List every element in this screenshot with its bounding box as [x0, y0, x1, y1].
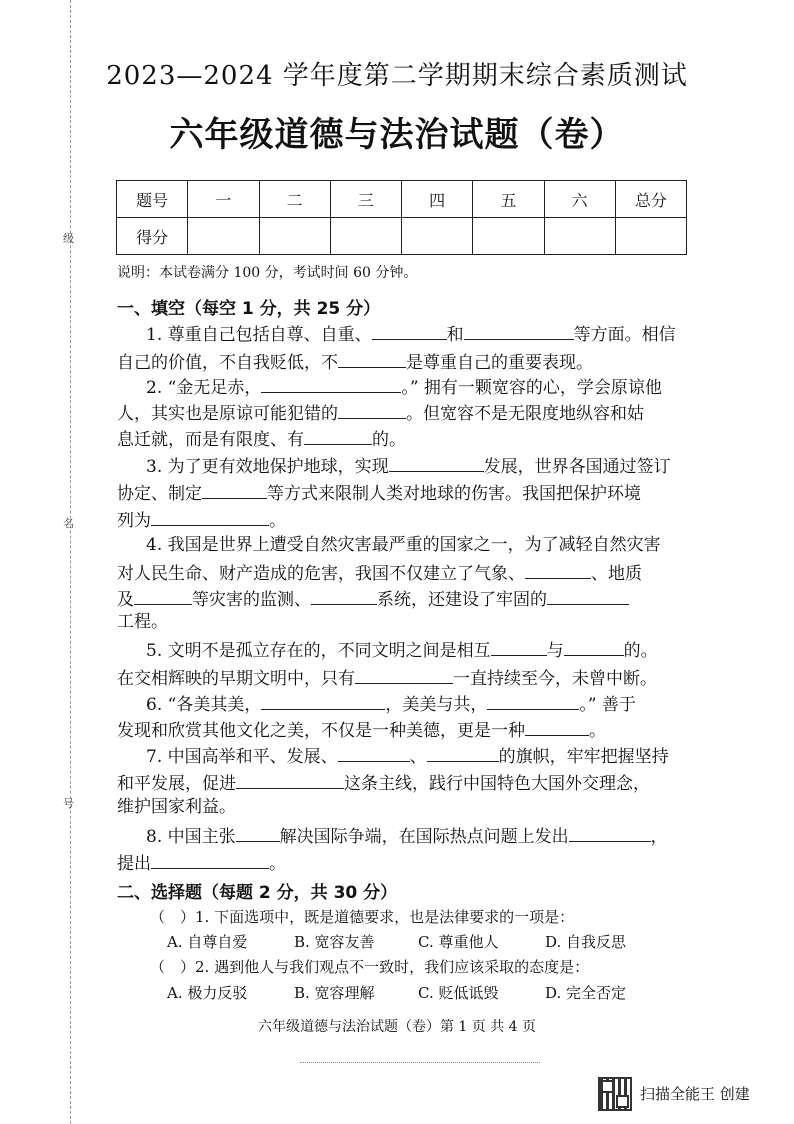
- question-text: 等方面。相信: [573, 325, 676, 345]
- question-text: 和平发展，促进: [117, 774, 236, 794]
- choice-option[interactable]: D. 完全否定: [545, 984, 627, 1002]
- question-line: [117, 350, 593, 373]
- score-blank-cell[interactable]: [473, 218, 544, 255]
- score-table: [116, 180, 687, 255]
- score-blank-cell[interactable]: [615, 218, 686, 255]
- question-text: 一直持续至今，未曾中断。: [453, 669, 657, 689]
- answer-blank[interactable]: [372, 322, 447, 340]
- scanner-watermark: 扫描全能王 创建: [640, 1085, 750, 1103]
- choice-option[interactable]: A. 自尊自爱: [167, 933, 248, 951]
- question-line: [117, 771, 650, 794]
- question-text: 的。: [372, 430, 406, 450]
- exam-title: 2023—2024 学年度第二学期期末综合素质测试: [106, 61, 688, 91]
- answer-blank[interactable]: [304, 427, 372, 445]
- question-line: [117, 612, 168, 632]
- question-line: [146, 692, 636, 715]
- question-text: 、地质: [591, 564, 642, 584]
- question-text: 协定、制定: [117, 484, 202, 504]
- section-title-fill-blank: 一、填空（每空 1 分，共 25 分）: [117, 299, 381, 319]
- score-cell: 题号: [117, 181, 188, 218]
- answer-blank[interactable]: [338, 350, 406, 368]
- answer-blank[interactable]: [134, 587, 192, 605]
- choice-option[interactable]: C. 尊重他人: [418, 933, 499, 951]
- question-text: ，美美与共，: [385, 695, 488, 715]
- question-text: 。” 拥有一颗宽容的心，学会原谅他: [401, 378, 662, 398]
- question-line: [117, 481, 641, 504]
- question-text: 等方式来限制人类对地球的伤害。我国把保护环境: [267, 484, 641, 504]
- question-text: 发展，世界各国通过签订: [483, 457, 671, 477]
- answer-blank[interactable]: [338, 401, 406, 419]
- margin-mark: 级: [63, 232, 74, 245]
- choice-option[interactable]: C. 贬低诋毁: [418, 984, 499, 1002]
- answer-blank[interactable]: [151, 508, 269, 526]
- choice-option[interactable]: D. 自我反思: [545, 933, 627, 951]
- question-text: 。: [269, 511, 286, 531]
- question-line: [117, 851, 286, 874]
- answer-blank[interactable]: [564, 638, 624, 656]
- score-cell: 六: [544, 181, 615, 218]
- question-text: 人，其实也是原谅可能犯错的: [117, 404, 338, 424]
- score-cell: 总分: [615, 181, 686, 218]
- question-text: 这条主线，践行中国特色大国外交理念，: [344, 774, 650, 794]
- binding-margin-line: [70, 0, 71, 1124]
- question-text: 及: [117, 590, 134, 610]
- answer-blank[interactable]: [261, 692, 385, 710]
- question-text: 。: [269, 854, 286, 874]
- answer-blank[interactable]: [202, 481, 267, 499]
- question-text: 8. 中国主张: [146, 827, 236, 847]
- question-text: 在交相辉映的早期文明中，只有: [117, 669, 355, 689]
- score-row-label: 得分: [117, 218, 188, 255]
- question-text: 自己的价值，不自我贬低，不: [117, 353, 338, 373]
- answer-blank[interactable]: [236, 824, 280, 842]
- question-text: 发现和欣赏其他文化之美，不仅是一种美德，更是一种: [117, 721, 525, 741]
- question-text: 与: [546, 641, 564, 661]
- choice-option[interactable]: B. 宽容理解: [294, 984, 375, 1002]
- answer-blank[interactable]: [464, 322, 574, 340]
- question-text: 3. 为了更有效地保护地球，实现: [146, 457, 389, 477]
- score-blank-cell[interactable]: [188, 218, 259, 255]
- question-text: 7. 中国高举和平、发展、: [146, 747, 338, 767]
- score-cell: 一: [188, 181, 259, 218]
- answer-blank[interactable]: [547, 587, 629, 605]
- answer-blank[interactable]: [525, 718, 589, 736]
- question-text: 和: [446, 325, 464, 345]
- margin-mark: 名: [63, 517, 74, 530]
- section-title-multiple-choice: 二、选择题（每题 2 分，共 30 分）: [117, 883, 398, 903]
- answer-blank[interactable]: [487, 692, 579, 710]
- question-line: [146, 638, 658, 661]
- question-text: 1. 尊重自己包括自尊、自重、: [146, 325, 372, 345]
- answer-blank[interactable]: [569, 824, 651, 842]
- question-line: [117, 427, 406, 450]
- question-text: 6. “各美其美，: [146, 695, 262, 715]
- question-line: [146, 454, 671, 477]
- question-text: 2. “金无足赤，: [146, 378, 262, 398]
- score-cell: 五: [473, 181, 544, 218]
- question-text: 系统，还建设了牢固的: [377, 590, 547, 610]
- question-text: 息迁就，而是有限度、有: [117, 430, 304, 450]
- score-blank-cell[interactable]: [544, 218, 615, 255]
- question-line: [117, 587, 629, 610]
- answer-blank[interactable]: [311, 587, 377, 605]
- page-footer: 六年级道德与法治试题（卷）第 1 页 共 4 页: [257, 1019, 537, 1035]
- score-cell: 三: [330, 181, 401, 218]
- answer-blank[interactable]: [355, 666, 453, 684]
- question-text: 的旗帜，牢牢把握坚持: [498, 747, 669, 767]
- score-table-score-row: [117, 218, 687, 255]
- footer-divider: [300, 1062, 540, 1063]
- question-line: [146, 744, 669, 767]
- subject-title: 六年级道德与法治试题（卷）: [169, 115, 625, 155]
- answer-blank[interactable]: [389, 454, 484, 472]
- question-text: 的。: [623, 641, 658, 661]
- question-text: 5. 文明不是孤立存在的，不同文明之间是相互: [146, 641, 491, 661]
- question-line: [117, 401, 644, 424]
- question-line: [146, 375, 662, 398]
- question-line: [146, 322, 676, 345]
- score-cell: 四: [402, 181, 473, 218]
- choice-question-stem: （ ）1. 下面选项中，既是道德要求，也是法律要求的一项是：: [150, 908, 575, 926]
- question-line: [117, 561, 642, 584]
- question-line: [146, 535, 661, 555]
- qr-code-icon: [598, 1077, 632, 1111]
- question-text: 解决国际争端，在国际热点问题上发出: [279, 827, 569, 847]
- choice-option[interactable]: A. 极力反驳: [167, 984, 248, 1002]
- question-text: 工程。: [117, 612, 168, 632]
- question-text: 是尊重自己的重要表现。: [406, 353, 593, 373]
- question-text: 。: [589, 721, 606, 741]
- question-text: 、: [409, 747, 427, 767]
- question-text: 维护国家利益。: [117, 797, 236, 817]
- choice-question-stem: （ ）2. 遇到他人与我们观点不一致时，我们应该采取的态度是：: [150, 958, 590, 976]
- choice-option[interactable]: B. 宽容友善: [294, 933, 375, 951]
- question-line: [146, 824, 668, 847]
- question-line: [117, 508, 286, 531]
- answer-blank[interactable]: [427, 744, 499, 762]
- answer-blank[interactable]: [151, 851, 269, 869]
- score-table-header-row: [117, 181, 687, 218]
- question-text: 等灾害的监测、: [192, 590, 311, 610]
- question-text: 对人民生命、财产造成的危害，我国不仅建立了气象、: [117, 564, 525, 584]
- margin-mark: 号: [63, 797, 74, 810]
- question-text: 列为: [117, 511, 151, 531]
- score-blank-cell[interactable]: [259, 218, 330, 255]
- question-text: 。但宽容不是无限度地纵容和姑: [406, 404, 644, 424]
- answer-blank[interactable]: [525, 561, 591, 579]
- answer-blank[interactable]: [491, 638, 547, 656]
- answer-blank[interactable]: [261, 375, 401, 393]
- question-text: 。” 善于: [579, 695, 636, 715]
- question-text: 4. 我国是世界上遭受自然灾害最严重的国家之一，为了减轻自然灾害: [146, 535, 661, 555]
- exam-note: 说明：本试卷满分 100 分，考试时间 60 分钟。: [117, 265, 418, 281]
- score-cell: 二: [259, 181, 330, 218]
- question-text: 提出: [117, 854, 151, 874]
- score-blank-cell[interactable]: [330, 218, 401, 255]
- question-text: ，: [650, 827, 668, 847]
- question-line: [117, 666, 657, 689]
- score-blank-cell[interactable]: [402, 218, 473, 255]
- question-line: [117, 718, 606, 741]
- answer-blank[interactable]: [338, 744, 410, 762]
- answer-blank[interactable]: [236, 771, 344, 789]
- question-line: [117, 797, 236, 817]
